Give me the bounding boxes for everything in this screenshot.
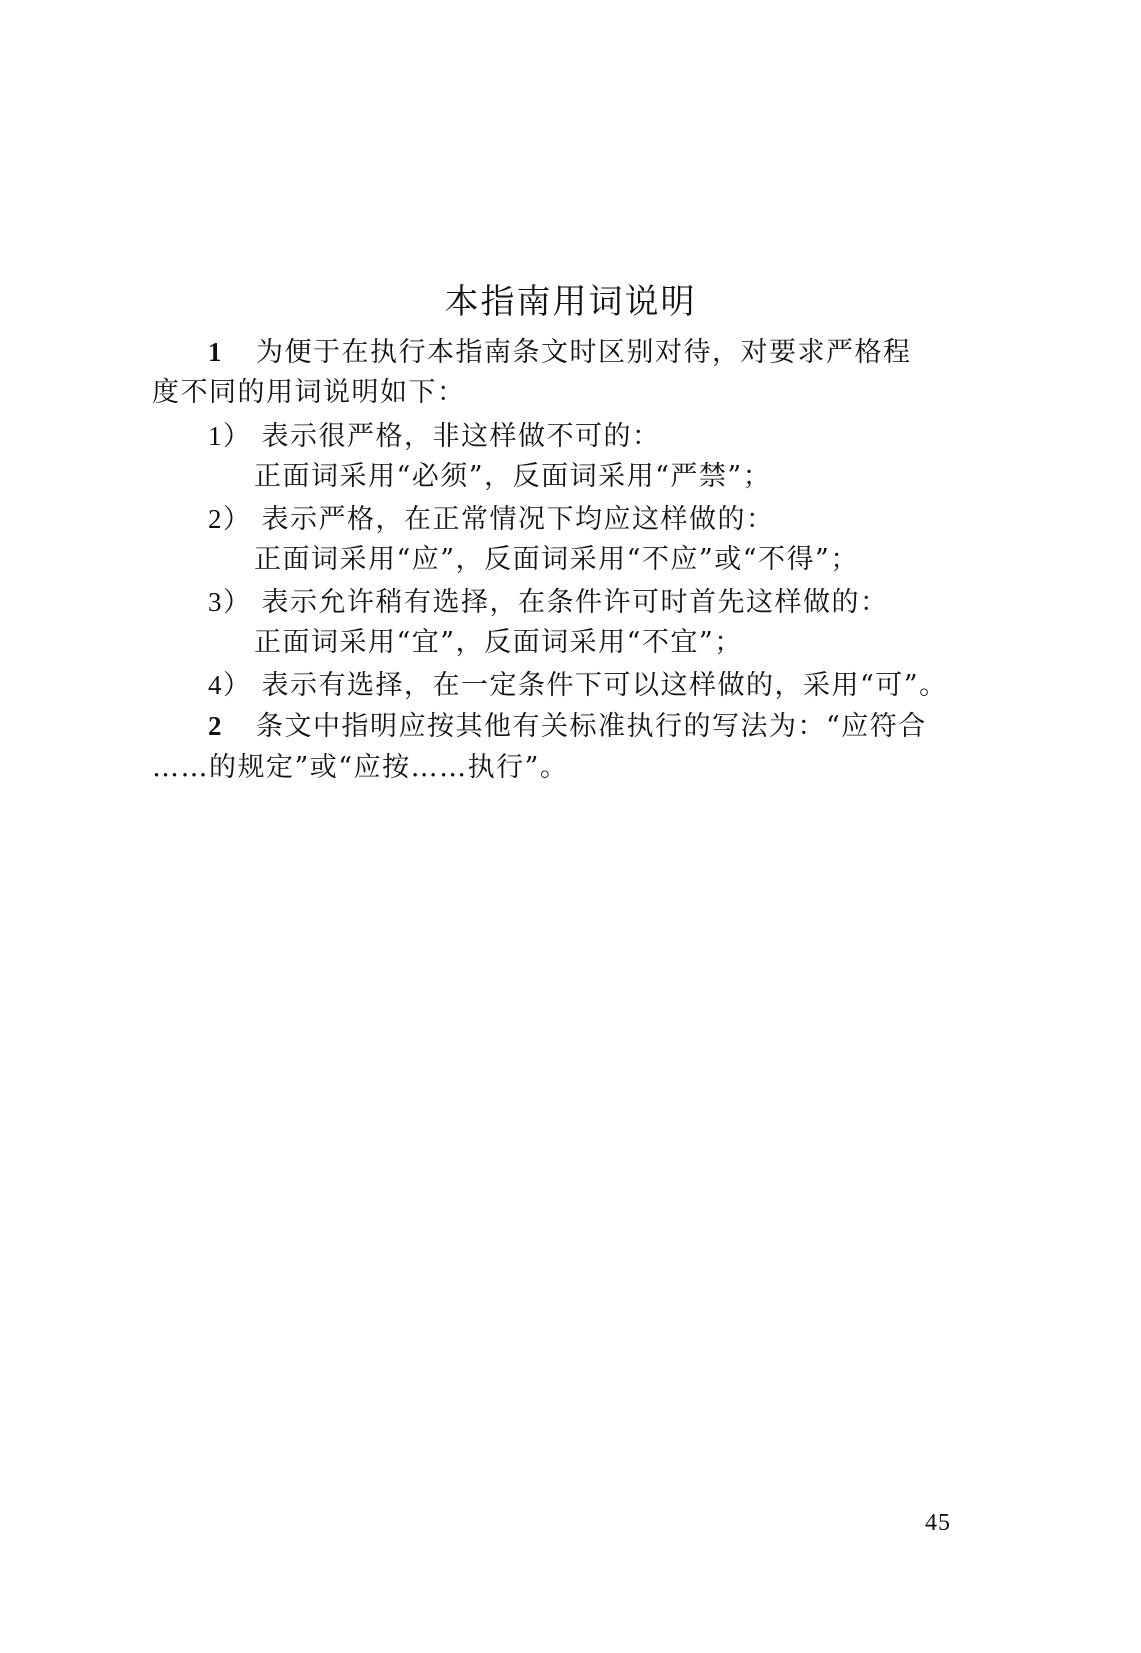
clause-1-text-line-1: 为便于在执行本指南条文时区别对待，对要求严格程 [256,337,912,368]
list-item-detail [254,540,859,580]
clause-2-line-1 [208,706,927,747]
clause-2-line-2 [152,748,568,788]
clause-2-text-line-1: 条文中指明应按其他有关标准执行的写法为：“应符合 [256,711,927,742]
list-item [208,665,948,706]
list-item-text: 表示严格，在正常情况下均应这样做的： [261,504,775,535]
list-item-detail-text: 正面词采用“必须”，反面词采用“严禁”； [254,461,772,492]
list-item-detail [254,623,743,663]
list-item [208,499,775,540]
list-item-text: 表示很严格，非这样做不可的： [261,421,661,452]
list-item-text: 表示有选择，在一定条件下可以这样做的，采用“可”。 [261,670,948,701]
clause-2-number: 2 [208,711,223,741]
list-item-number: 1） [208,421,252,451]
clause-1-line-1 [208,332,912,373]
list-item [208,416,661,457]
list-item-detail-text: 正面词采用“宜”，反面词采用“不宜”； [254,627,743,658]
list-item-detail [254,457,771,497]
list-item-number: 4） [208,670,252,700]
clause-1-number: 1 [208,337,223,367]
list-item [208,582,889,623]
list-item-text: 表示允许稍有选择，在条件许可时首先这样做的： [261,587,889,618]
list-item-number: 3） [208,587,252,617]
list-item-number: 2） [208,504,252,534]
clause-1-line-2 [152,373,466,413]
clause-1-text-line-2: 度不同的用词说明如下： [152,377,466,408]
list-item-detail-text: 正面词采用“应”，反面词采用“不应”或“不得”； [254,544,859,575]
clause-2-text-line-2: ……的规定”或“应按……执行”。 [152,752,569,783]
page-number: 45 [925,1510,951,1536]
page-title: 本指南用词说明 [444,282,697,322]
